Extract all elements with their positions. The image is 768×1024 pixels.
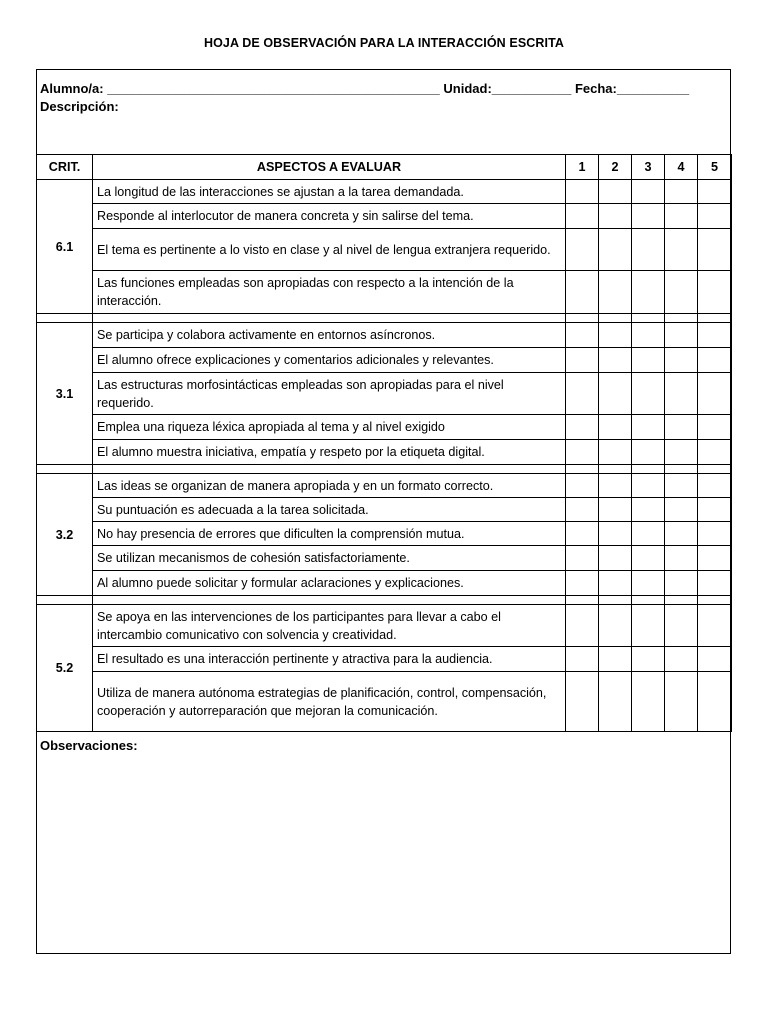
table-row: [37, 605, 732, 647]
aspect-cell: Las ideas se organizan de manera apropiada y en un formato correcto.: [93, 474, 566, 498]
spacer-cell: [698, 314, 732, 323]
observaciones-label: Observaciones:: [40, 738, 138, 753]
score-cell-2[interactable]: [599, 180, 632, 204]
score-cell-3[interactable]: [632, 647, 665, 672]
score-cell-1[interactable]: [566, 498, 599, 522]
header-score-1: 1: [566, 155, 599, 180]
table-row: [37, 373, 732, 415]
score-cell-3[interactable]: [632, 440, 665, 465]
score-cell-3[interactable]: [632, 672, 665, 732]
table-row: [37, 647, 732, 672]
aspect-cell: Las funciones empleadas son apropiadas con respecto a la intención de la interacción.: [93, 271, 566, 314]
score-cell-4[interactable]: [665, 348, 698, 373]
table-header-row: [37, 155, 732, 180]
group-spacer-row: [37, 314, 732, 323]
score-cell-4[interactable]: [665, 440, 698, 465]
table-row: [37, 440, 732, 465]
group-spacer-row: [37, 465, 732, 474]
score-cell-5[interactable]: [698, 440, 732, 465]
spacer-cell: [632, 465, 665, 474]
score-cell-2[interactable]: [599, 229, 632, 271]
score-cell-3[interactable]: [632, 415, 665, 440]
score-cell-1[interactable]: [566, 546, 599, 571]
table-row: [37, 323, 732, 348]
score-cell-1[interactable]: [566, 522, 599, 546]
score-cell-1[interactable]: [566, 323, 599, 348]
score-cell-5[interactable]: [698, 546, 732, 571]
score-cell-2[interactable]: [599, 522, 632, 546]
fecha-label: Fecha:: [574, 81, 617, 96]
spacer-cell: [698, 596, 732, 605]
score-cell-3[interactable]: [632, 271, 665, 314]
score-cell-3[interactable]: [632, 498, 665, 522]
header-score-2: 2: [599, 155, 632, 180]
descripcion-label: Descripción:: [40, 99, 119, 114]
score-cell-5[interactable]: [698, 522, 732, 546]
score-cell-5[interactable]: [698, 348, 732, 373]
score-cell-4[interactable]: [665, 180, 698, 204]
crit-cell: 5.2: [37, 605, 93, 732]
score-cell-1[interactable]: [566, 180, 599, 204]
score-cell-2[interactable]: [599, 271, 632, 314]
alumno-field[interactable]: ______________________________________________: [107, 81, 440, 96]
alumno-label: Alumno/a:: [40, 81, 104, 96]
score-cell-1[interactable]: [566, 415, 599, 440]
header-crit: CRIT.: [37, 155, 93, 180]
spacer-cell: [665, 465, 698, 474]
spacer-cell: [93, 314, 566, 323]
spacer-cell: [37, 465, 93, 474]
score-cell-3[interactable]: [632, 571, 665, 596]
spacer-cell: [599, 596, 632, 605]
table-row: [37, 271, 732, 314]
spacer-cell: [599, 465, 632, 474]
spacer-cell: [93, 596, 566, 605]
score-cell-3[interactable]: [632, 373, 665, 415]
score-cell-4[interactable]: [665, 474, 698, 498]
score-cell-4[interactable]: [665, 522, 698, 546]
fecha-field[interactable]: __________: [616, 81, 690, 96]
aspect-cell: El tema es pertinente a lo visto en clase y al nivel de lengua extranjera requerido.: [93, 229, 566, 271]
score-cell-4[interactable]: [665, 415, 698, 440]
score-cell-2[interactable]: [599, 474, 632, 498]
score-cell-1[interactable]: [566, 229, 599, 271]
score-cell-2[interactable]: [599, 605, 632, 647]
score-cell-4[interactable]: [665, 605, 698, 647]
spacer-cell: [665, 596, 698, 605]
table-row: [37, 498, 732, 522]
score-cell-2[interactable]: [599, 546, 632, 571]
aspect-cell: Al alumno puede solicitar y formular aclaraciones y explicaciones.: [93, 571, 566, 596]
score-cell-2[interactable]: [599, 647, 632, 672]
score-cell-3[interactable]: [632, 180, 665, 204]
aspect-cell: Emplea una riqueza léxica apropiada al tema y al nivel exigido: [93, 415, 566, 440]
score-cell-1[interactable]: [566, 373, 599, 415]
score-cell-5[interactable]: [698, 605, 732, 647]
header-score-5: 5: [698, 155, 732, 180]
spacer-cell: [93, 465, 566, 474]
spacer-cell: [566, 596, 599, 605]
score-cell-1[interactable]: [566, 440, 599, 465]
score-cell-5[interactable]: [698, 229, 732, 271]
score-cell-3[interactable]: [632, 348, 665, 373]
unidad-label: Unidad:: [443, 81, 492, 96]
score-cell-3[interactable]: [632, 522, 665, 546]
aspect-cell: La longitud de las interacciones se ajustan a la tarea demandada.: [93, 180, 566, 204]
score-cell-4[interactable]: [665, 672, 698, 732]
spacer-cell: [566, 314, 599, 323]
unidad-field[interactable]: ___________: [491, 81, 572, 96]
score-cell-5[interactable]: [698, 323, 732, 348]
table-row: [37, 204, 732, 229]
table-row: [37, 348, 732, 373]
score-cell-5[interactable]: [698, 204, 732, 229]
aspect-cell: Utiliza de manera autónoma estrategias de planificación, control, compensación, cooperación y autorreparación que mejoran la comunicación.: [93, 672, 566, 732]
aspect-cell: No hay presencia de errores que dificulten la comprensión mutua.: [93, 522, 566, 546]
score-cell-2[interactable]: [599, 415, 632, 440]
score-cell-4[interactable]: [665, 571, 698, 596]
header-score-3: 3: [632, 155, 665, 180]
header-score-4: 4: [665, 155, 698, 180]
score-cell-1[interactable]: [566, 571, 599, 596]
score-cell-1[interactable]: [566, 474, 599, 498]
score-cell-5[interactable]: [698, 647, 732, 672]
score-cell-4[interactable]: [665, 323, 698, 348]
score-cell-3[interactable]: [632, 204, 665, 229]
score-cell-5[interactable]: [698, 415, 732, 440]
score-cell-2[interactable]: [599, 348, 632, 373]
score-cell-4[interactable]: [665, 498, 698, 522]
aspect-cell: Su puntuación es adecuada a la tarea solicitada.: [93, 498, 566, 522]
score-cell-5[interactable]: [698, 474, 732, 498]
page-title: HOJA DE OBSERVACIÓN PARA LA INTERACCIÓN ESCRITA: [203, 36, 565, 50]
score-cell-3[interactable]: [632, 605, 665, 647]
aspect-cell: El alumno muestra iniciativa, empatía y respeto por la etiqueta digital.: [93, 440, 566, 465]
score-cell-1[interactable]: [566, 672, 599, 732]
score-cell-2[interactable]: [599, 498, 632, 522]
table-row: [37, 415, 732, 440]
crit-cell: 3.2: [37, 474, 93, 596]
spacer-cell: [665, 314, 698, 323]
spacer-cell: [632, 314, 665, 323]
score-cell-3[interactable]: [632, 323, 665, 348]
aspect-cell: Se participa y colabora activamente en entornos asíncronos.: [93, 323, 566, 348]
aspect-cell: Se apoya en las intervenciones de los participantes para llevar a cabo el intercambio comunicativo con solvencia y creatividad.: [93, 605, 566, 647]
score-cell-3[interactable]: [632, 546, 665, 571]
spacer-cell: [37, 314, 93, 323]
score-cell-5[interactable]: [698, 672, 732, 732]
group-spacer-row: [37, 596, 732, 605]
score-cell-1[interactable]: [566, 605, 599, 647]
aspect-cell: Responde al interlocutor de manera concreta y sin salirse del tema.: [93, 204, 566, 229]
evaluation-table: [36, 154, 732, 732]
score-cell-3[interactable]: [632, 229, 665, 271]
student-info-line: [40, 81, 689, 96]
table-row: [37, 229, 732, 271]
score-cell-5[interactable]: [698, 180, 732, 204]
table-row: [37, 546, 732, 571]
spacer-cell: [599, 314, 632, 323]
score-cell-4[interactable]: [665, 546, 698, 571]
score-cell-4[interactable]: [665, 373, 698, 415]
score-cell-5[interactable]: [698, 571, 732, 596]
aspect-cell: El resultado es una interacción pertinente y atractiva para la audiencia.: [93, 647, 566, 672]
score-cell-2[interactable]: [599, 571, 632, 596]
score-cell-4[interactable]: [665, 647, 698, 672]
score-cell-1[interactable]: [566, 348, 599, 373]
spacer-cell: [632, 596, 665, 605]
score-cell-2[interactable]: [599, 672, 632, 732]
spacer-cell: [566, 465, 599, 474]
score-cell-4[interactable]: [665, 204, 698, 229]
aspect-cell: Las estructuras morfosintácticas empleadas son apropiadas para el nivel requerido.: [93, 373, 566, 415]
table-row: [37, 672, 732, 732]
spacer-cell: [698, 465, 732, 474]
table-row: [37, 571, 732, 596]
aspect-cell: Se utilizan mecanismos de cohesión satisfactoriamente.: [93, 546, 566, 571]
score-cell-2[interactable]: [599, 204, 632, 229]
aspect-cell: El alumno ofrece explicaciones y comentarios adicionales y relevantes.: [93, 348, 566, 373]
table-row: [37, 474, 732, 498]
score-cell-3[interactable]: [632, 474, 665, 498]
score-cell-1[interactable]: [566, 271, 599, 314]
crit-cell: 3.1: [37, 323, 93, 465]
score-cell-2[interactable]: [599, 373, 632, 415]
score-cell-2[interactable]: [599, 323, 632, 348]
score-cell-1[interactable]: [566, 204, 599, 229]
score-cell-5[interactable]: [698, 373, 732, 415]
spacer-cell: [37, 596, 93, 605]
score-cell-1[interactable]: [566, 647, 599, 672]
table-row: [37, 522, 732, 546]
crit-cell: 6.1: [37, 180, 93, 314]
score-cell-5[interactable]: [698, 271, 732, 314]
score-cell-5[interactable]: [698, 498, 732, 522]
score-cell-2[interactable]: [599, 440, 632, 465]
header-aspectos: ASPECTOS A EVALUAR: [93, 155, 566, 180]
score-cell-4[interactable]: [665, 229, 698, 271]
table-row: [37, 180, 732, 204]
score-cell-4[interactable]: [665, 271, 698, 314]
